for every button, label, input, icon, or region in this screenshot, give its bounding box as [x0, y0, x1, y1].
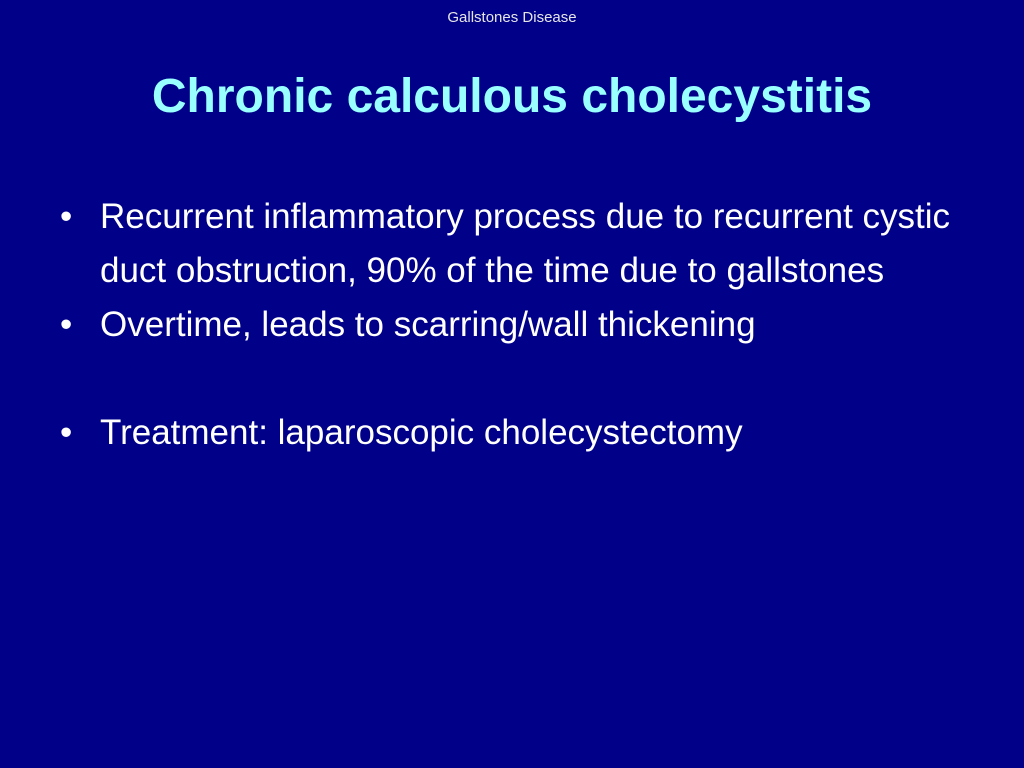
slide-header: Gallstones Disease — [447, 9, 577, 26]
bullet-item — [58, 190, 978, 298]
bullet-item — [58, 406, 978, 460]
bullet-icon: • — [60, 305, 73, 344]
bullet-list — [58, 190, 978, 460]
bullet-item — [58, 298, 978, 352]
bullet-icon: • — [60, 197, 73, 236]
bullet-text: Treatment: laparoscopic cholecystectomy — [100, 413, 743, 452]
bullet-icon: • — [60, 413, 73, 452]
slide-title: Chronic calculous cholecystitis — [151, 70, 873, 123]
bullet-text: Overtime, leads to scarring/wall thickening — [100, 305, 756, 344]
bullet-text: Recurrent inflammatory process due to recurrent cystic duct obstruction, 90% of the time due to gallstones — [100, 197, 951, 290]
